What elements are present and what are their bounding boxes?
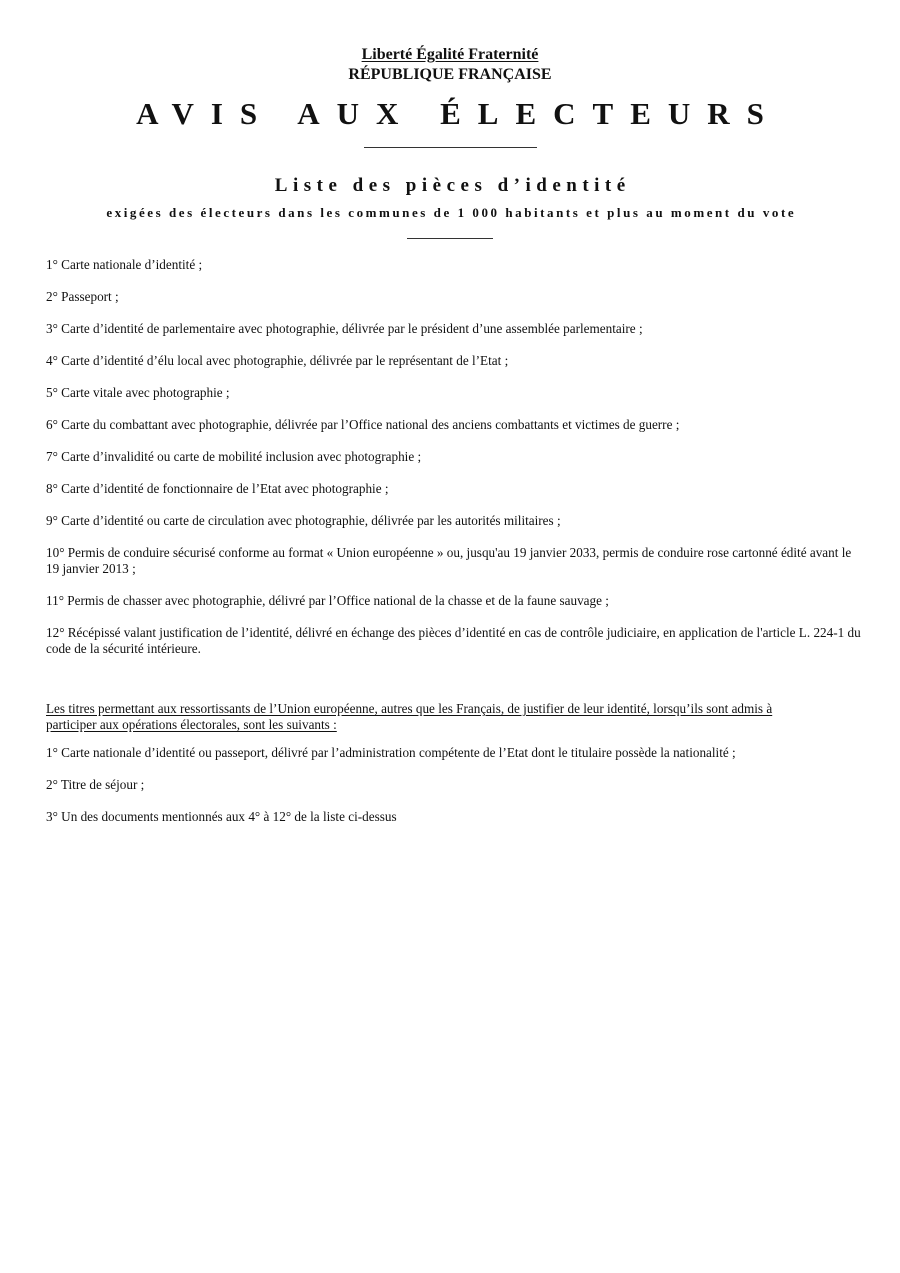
list-item: 3° Un des documents mentionnés aux 4° à 12° de la liste ci-dessus (46, 809, 397, 824)
list-item: 2° Titre de séjour ; (46, 777, 145, 792)
eu-section-intro: Les titres permettant aux ressortissants de l’Union européenne, autres que les Français, de justifier de leur identité, lorsqu’ils sont admis à participer aux opérations électorales, sont les suivants : (46, 701, 773, 732)
republic-name: RÉPUBLIQUE FRANÇAISE (348, 66, 552, 83)
list-item: 11° Permis de chasser avec photographie, délivré par l’Office national de la chasse et de la faune sauvage ; (46, 593, 609, 608)
list-item: 9° Carte d’identité ou carte de circulation avec photographie, délivrée par les autorités militaires ; (46, 513, 561, 528)
list-item: 1° Carte nationale d’identité ; (46, 257, 203, 272)
list-item: 6° Carte du combattant avec photographie, délivrée par l’Office national des anciens combattants et victimes de guerre ; (46, 417, 680, 432)
list-item: 10° Permis de conduire sécurisé conforme au format « Union européenne » ou, jusqu'au 19 janvier 2033, permis de conduire rose cartonné édité avant le 19 janvier 2013 ; (46, 545, 852, 576)
subtitle-divider (407, 238, 493, 239)
identity-documents-list (46, 257, 866, 673)
eu-documents-list (46, 745, 866, 841)
list-item: 2° Passeport ; (46, 289, 119, 304)
list-item: 5° Carte vitale avec photographie ; (46, 385, 230, 400)
list-item: 8° Carte d’identité de fonctionnaire de l’Etat avec photographie ; (46, 481, 389, 496)
page-title: AVIS AUX ÉLECTEURS (136, 96, 781, 131)
republic-motto: Liberté Égalité Fraternité (361, 46, 539, 63)
list-subtitle: exigées des électeurs dans les communes de 1 000 habitants et plus au moment du vote (106, 205, 797, 220)
list-item: 12° Récépissé valant justification de l’identité, délivré en échange des pièces d’identité en cas de contrôle judiciaire, en application de l'article L. 224-1 du code de la sécurité intérieure. (46, 625, 861, 656)
title-divider (364, 147, 537, 148)
list-item: 3° Carte d’identité de parlementaire avec photographie, délivrée par le président d’une assemblée parlementaire ; (46, 321, 643, 336)
list-item: 4° Carte d’identité d’élu local avec photographie, délivrée par le représentant de l’Etat ; (46, 353, 509, 368)
list-title: Liste des pièces d’identité (274, 175, 631, 196)
list-item: 7° Carte d’invalidité ou carte de mobilité inclusion avec photographie ; (46, 449, 422, 464)
list-item: 1° Carte nationale d’identité ou passeport, délivré par l’administration compétente de l’Etat dont le titulaire possède la nationalité ; (46, 745, 736, 760)
